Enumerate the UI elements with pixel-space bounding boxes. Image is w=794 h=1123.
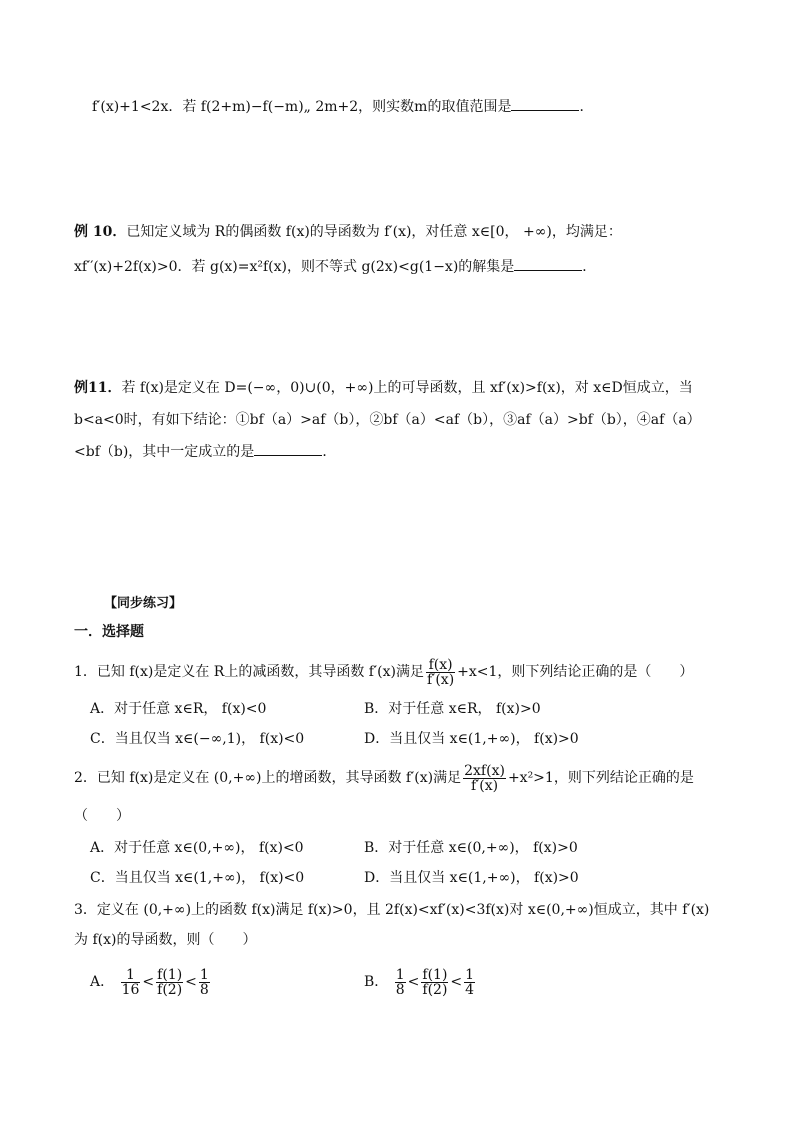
q1-option-c: C．当且仅当 x∈(−∞,1)， f(x)<0	[90, 731, 305, 747]
answer-blank	[514, 256, 582, 271]
q2-fraction	[463, 764, 506, 793]
frac-num: f(1)	[157, 966, 183, 983]
question-2-stem	[74, 762, 694, 794]
frac-num: 1	[121, 968, 141, 983]
punct: ．	[579, 99, 594, 115]
q3-b-mid-frac	[421, 968, 448, 997]
q2-post: +x²>1，则下列结论正确的是	[507, 770, 694, 786]
example-11-text3: <bf（b)，其中一定成立的是	[74, 444, 255, 460]
q1-option-a: A．对于任意 x∈R， f(x)<0	[90, 701, 267, 717]
q2-option-b: B．对于任意 x∈(0,+∞)， f(x)>0	[364, 840, 578, 856]
frac-num: 1	[395, 966, 405, 983]
question-3-line2: 为 f(x)的导函数，则（ ）	[74, 932, 257, 948]
example-10-label: 例 10．	[74, 224, 127, 240]
section-subtitle: 一．选择题	[74, 624, 144, 640]
q2-paren: （ ）	[74, 808, 130, 824]
example-10-text1: 已知定义域为 R的偶函数 f(x)的导函数为 f′(x)，对任意 x∈[0， +∞)，均满足：	[126, 224, 622, 240]
prev-question-tail	[92, 96, 593, 117]
punct: ．	[322, 444, 337, 460]
q3-a-left-frac	[121, 968, 141, 997]
q2-option-a: A．对于任意 x∈(0,+∞)， f(x)<0	[90, 840, 304, 856]
section-title: 【同步练习】	[104, 596, 183, 611]
q2-frac-num: 2xf(x)	[464, 762, 505, 779]
q1-option-d: D．当且仅当 x∈(1,+∞)， f(x)>0	[364, 731, 579, 747]
frac-den: 16	[121, 981, 140, 998]
q3-option-b: B． $\frac{1}{8}$ < $\frac{f(1)}{f(2)}$ < $\frac{1}{4}$	[364, 966, 475, 998]
q3-b-right-frac	[464, 968, 475, 997]
q3-b-left-frac	[395, 968, 406, 997]
q2-option-d: D．当且仅当 x∈(1,+∞)， f(x)>0	[364, 870, 579, 886]
q1-option-b: B．对于任意 x∈R， f(x)>0	[364, 701, 541, 717]
q1-frac-num: f(x)	[426, 658, 455, 673]
q3-b-label: B．	[364, 974, 389, 990]
q1-pre: 1．已知 f(x)是定义在 R上的减函数，其导函数 f′(x)满足	[74, 664, 424, 680]
punct: ．	[582, 259, 597, 275]
example-10-text2: xf′′(x)+2f(x)>0．若 g(x)=x²f(x)，则不等式 g(2x)<g(1−x)的解集是	[74, 259, 515, 275]
example-11-label: 例11．	[74, 380, 122, 396]
example-11-text1: 若 f(x)是定义在 D=(−∞，0)∪(0，+∞)上的可导函数，且 xf′(x)>f(x)，对 x∈D恒成立，当	[121, 380, 693, 396]
q3-a-right-frac	[199, 968, 210, 997]
frac-den: 4	[465, 981, 475, 998]
q3-option-a: A． $\frac{1}{16}$ < $\frac{f(1)}{f(2)}$ < $\frac{1}{8}$	[90, 966, 209, 998]
frac-den: 8	[395, 981, 405, 998]
q3-a-mid-frac	[156, 968, 183, 997]
frac-num: 1	[199, 966, 209, 983]
frac-num: 1	[465, 966, 475, 983]
example-10-line1	[74, 222, 622, 242]
q1-fraction	[426, 658, 455, 687]
q2-option-c: C．当且仅当 x∈(1,+∞)， f(x)<0	[90, 870, 305, 886]
q3-a-label: A．	[90, 974, 115, 990]
question-3-line1: 3．定义在 (0,+∞)上的函数 f(x)满足 f(x)>0，且 2f(x)<xf′(x)<3f(x)对 x∈(0,+∞)恒成立，其中 f′(x)	[74, 902, 710, 918]
example-11-text2: b<a<0时，有如下结论：①bf（a）>af（b），②bf（a）<af（b），③af（a）>bf（b），④af（a）	[74, 412, 701, 428]
frac-den: f(2)	[422, 981, 448, 998]
q1-post: +x<1，则下列结论正确的是（ ）	[457, 664, 694, 680]
frac-den: f(2)	[157, 981, 183, 998]
prev-question-text: f′(x)+1<2x．若 f(2+m)−f(−m)„ 2m+2，则实数m的取值范围是	[92, 99, 512, 115]
answer-blank	[511, 96, 579, 111]
q1-frac-den: f′(x)	[426, 671, 455, 688]
q2-pre: 2．已知 f(x)是定义在 (0,+∞)上的增函数，其导函数 f′(x)满足	[74, 770, 462, 786]
question-1-stem	[74, 656, 693, 688]
frac-den: 8	[199, 981, 209, 998]
example-11-line3	[74, 441, 336, 462]
example-11-line1	[74, 378, 693, 398]
frac-num: f(1)	[422, 966, 448, 983]
answer-blank	[254, 441, 322, 456]
q2-frac-den: f′(x)	[470, 777, 499, 794]
example-11-line2	[74, 410, 701, 430]
example-10-line2	[74, 256, 596, 277]
